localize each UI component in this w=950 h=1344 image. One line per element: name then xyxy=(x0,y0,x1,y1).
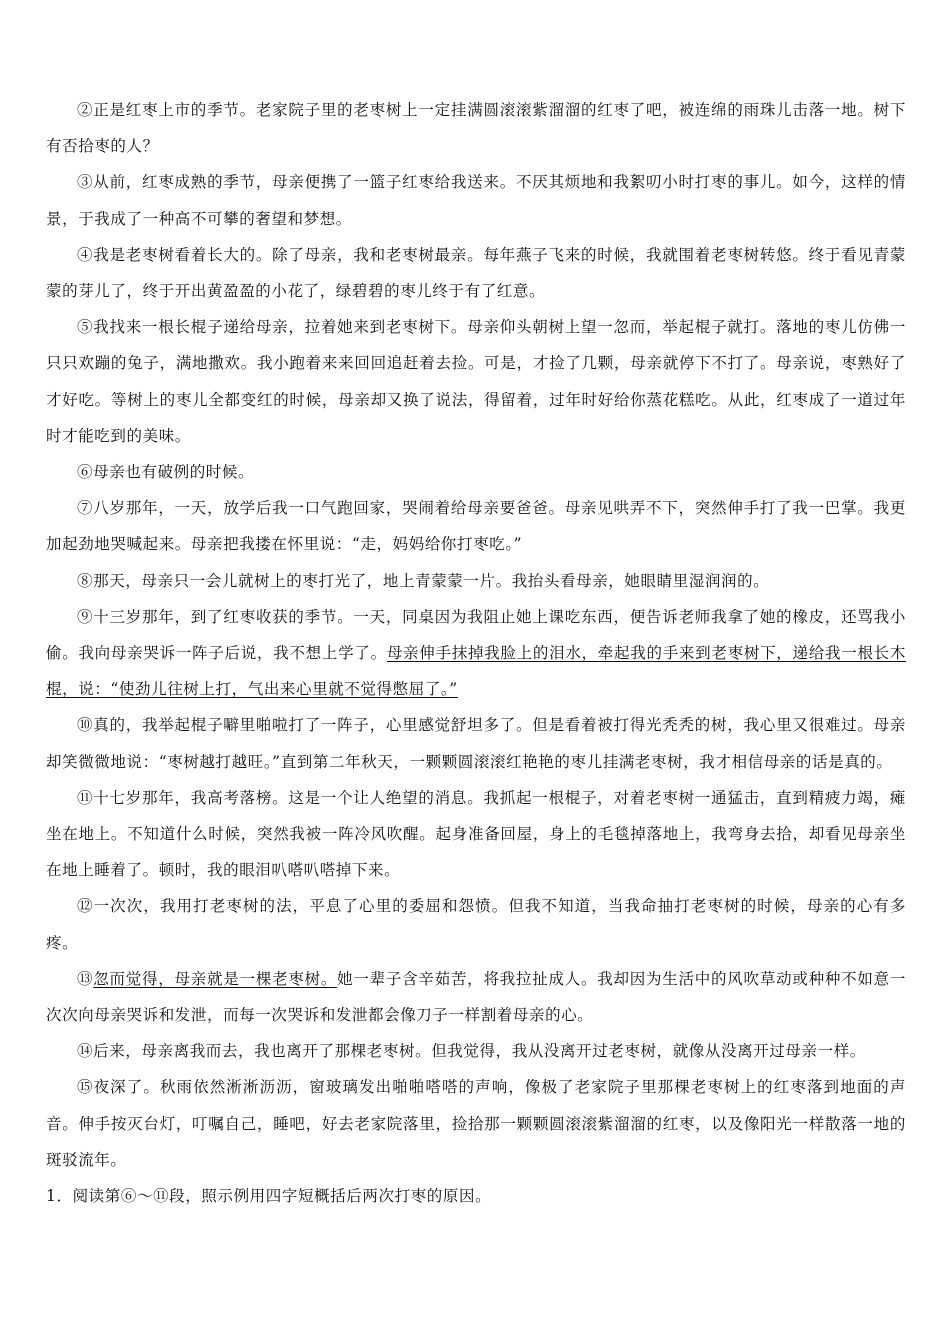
paragraph-13-text: 她一辈子含辛茹苦，将我拉扯成人。我却因为生活中的风吹草动或种种不如意一次次向母亲哭诉和发泄，而每一次哭诉和发泄都会像刀子一样割着母亲的心。 xyxy=(46,969,906,1025)
paragraph-9-text: ⑨十三岁那年，到了红枣收获的季节。一天，同桌因为我阻止她上课吃东西，便告诉老师我拿了她的橡皮，还骂我小偷。我向母亲哭诉一阵子后说，我不想上学了。 xyxy=(46,607,906,663)
paragraph-13-underlined: 忽而觉得，母亲就是一棵老枣树。 xyxy=(93,969,338,988)
question-1 xyxy=(46,1178,906,1214)
paragraph-11: ⑪十七岁那年，我高考落榜。这是一个让人绝望的消息。我抓起一根棍子，对着老枣树一通猛击，直到精疲力竭，瘫坐在地上。不知道什么时候，突然我被一阵冷风吹醒。起身准备回屋，身上的毛毯掉落地上，我弯身去拾，却看见母亲坐在地上睡着了。顿时，我的眼泪叭嗒叭嗒掉下来。 xyxy=(46,788,906,880)
paragraph-13-prefix: ⑬ xyxy=(77,969,94,988)
question-number: 1． xyxy=(46,1187,73,1206)
paragraph-5: ⑤我找来一根长棍子递给母亲，拉着她来到老枣树下。母亲仰头朝树上望一忽而，举起棍子就打。落地的枣儿仿佛一只只欢蹦的兔子，满地撒欢。我小跑着来来回回追赶着去捡。可是，才捡了几颗，母亲就停下不打了。母亲说，枣熟好了才好吃。等树上的枣儿全都变红的时候，母亲却又换了说法，得留着，过年时好给你蒸花糕吃。从此，红枣成了一道过年时才能吃到的美味。 xyxy=(46,318,906,445)
paragraph-14: ⑭后来，母亲离我而去，我也离开了那棵老枣树。但我觉得，我从没离开过老枣树，就像从没离开过母亲一样。 xyxy=(77,1042,866,1061)
document-page xyxy=(46,92,906,1214)
paragraph-9-underlined: 母亲伸手抹掉我脸上的泪水，牵起我的手来到老枣树下，递给我一根长木棍，说：“使劲儿往树上打，气出来心里就不觉得憋屈了。” xyxy=(46,644,907,699)
paragraph-3: ③从前，红枣成熟的季节，母亲便携了一篮子红枣给我送来。不厌其烦地和我絮叨小时打枣的事儿。如今，这样的情景，于我成了一种高不可攀的奢望和梦想。 xyxy=(46,173,906,228)
paragraph-15: ⑮夜深了。秋雨依然淅淅沥沥，窗玻璃发出啪啪嗒嗒的声响，像极了老家院子里那棵老枣树上的红枣落到地面的声音。伸手按灭台灯，叮嘱自己，睡吧，好去老家院落里，捡拾那一颗颗圆滚滚紫溜溜的红枣，以及像阳光一样散落一地的斑驳流年。 xyxy=(46,1078,906,1169)
paragraph-6: ⑥母亲也有破例的时候。 xyxy=(77,463,255,482)
paragraph-13 xyxy=(46,961,906,1033)
paragraph-2: ②正是红枣上市的季节。老家院子里的老枣树上一定挂满圆滚滚紫溜溜的红枣了吧，被连绵的雨珠儿击落一地。树下有否拾枣的人？ xyxy=(46,101,906,156)
paragraph-9 xyxy=(46,599,906,708)
question-text: 阅读第⑥～⑪段，照示例用四字短概括后两次打枣的原因。 xyxy=(72,1187,492,1206)
paragraph-12: ⑫一次次，我用打老枣树的法，平息了心里的委屈和怨愤。但我不知道，当我命抽打老枣树的时候，母亲的心有多疼。 xyxy=(46,897,906,952)
paragraph-7: ⑦八岁那年，一天，放学后我一口气跑回家，哭闹着给母亲要爸爸。母亲见哄弄不下，突然伸手打了我一巴掌。我更加起劲地哭喊起来。母亲把我搂在怀里说：“走，妈妈给你打枣吃。” xyxy=(46,499,906,554)
paragraph-10: ⑩真的，我举起棍子噼里啪啦打了一阵子，心里感觉舒坦多了。但是看着被打得光秃秃的树，我心里又很难过。母亲却笑微微地说：“枣树越打越旺。”直到第二年秋天，一颗颗圆滚滚红艳艳的枣儿挂满老枣树，我才相信母亲的话是真的。 xyxy=(46,716,906,771)
paragraph-8: ⑧那天，母亲只一会儿就树上的枣打光了，地上青蒙蒙一片。我抬头看母亲，她眼睛里湿润润的。 xyxy=(77,571,770,590)
paragraph-4: ④我是老枣树看着长大的。除了母亲，我和老枣树最亲。每年燕子飞来的时候，我就围着老枣树转悠。终于看见青蒙蒙的芽儿了，终于开出黄盈盈的小花了，绿碧碧的枣儿终于有了红意。 xyxy=(46,245,906,301)
